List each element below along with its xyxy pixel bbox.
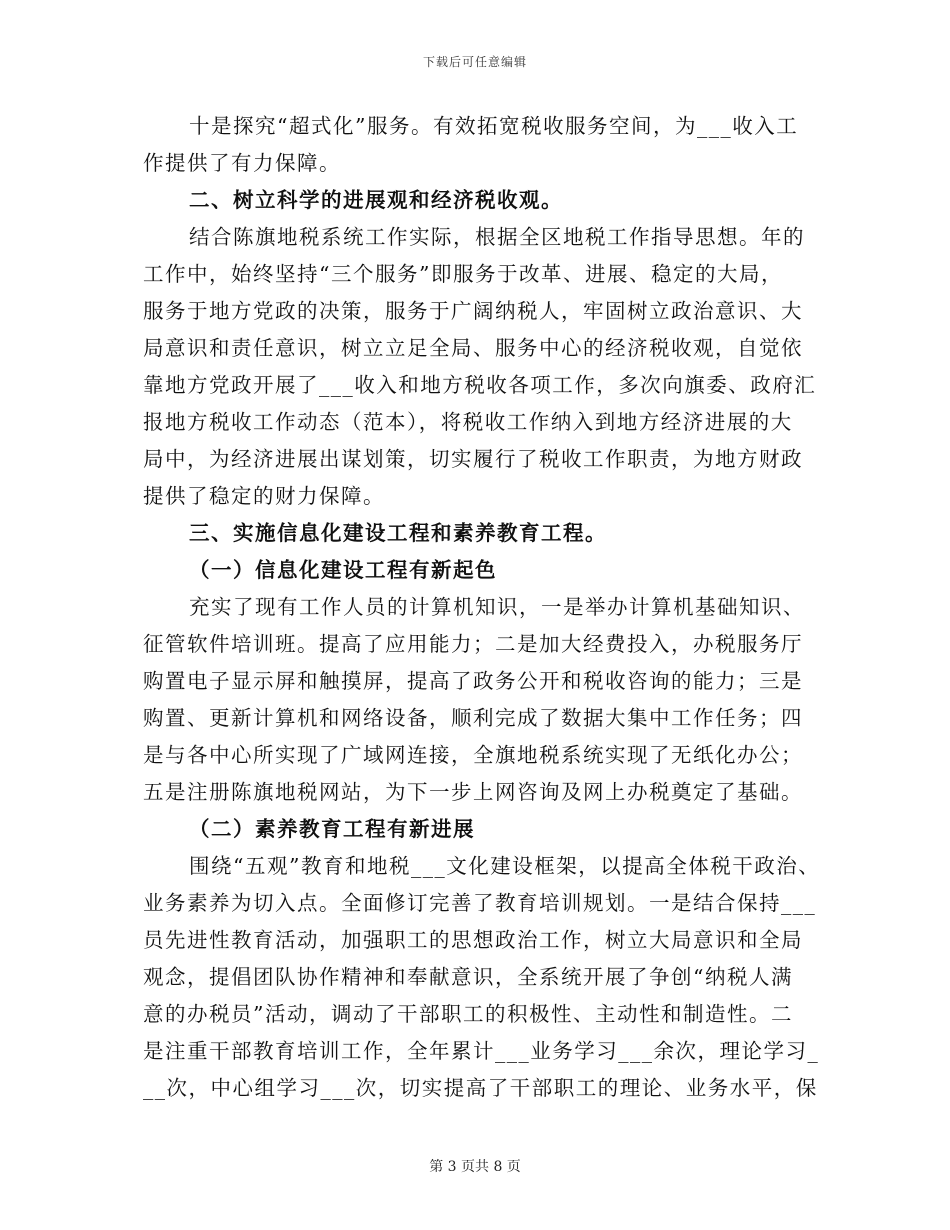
text-line: 靠地方党政开展了___收入和地方税收各项工作，多次向旗委、政府汇: [143, 373, 817, 397]
section-heading: 三、实施信息化建设工程和素养教育工程。: [189, 521, 607, 545]
text-line: 是注重干部教育培训工作，全年累计___业务学习___余次，理论学习_: [143, 1039, 820, 1063]
text-line: 作提供了有力保障。: [143, 151, 341, 175]
section-heading: 二、树立科学的进展观和经济税收观。: [189, 188, 563, 212]
text-line: 购置、更新计算机和网络设备，顺利完成了数据大集中工作任务；四: [143, 706, 803, 730]
page-footer: 第 3 页共 8 页: [429, 1159, 521, 1175]
text-line: 局中，为经济进展出谋划策，切实履行了税收工作职责，为地方财政: [143, 447, 803, 471]
text-line: 意的办税员”活动，调动了干部职工的积极性、主动性和制造性。二: [143, 1002, 793, 1026]
section-heading: （一）信息化建设工程有新起色: [189, 558, 497, 582]
document-body: [143, 108, 821, 1107]
text-line: 观念，提倡团队协作精神和奉献意识，全系统开展了争创“纳税人满: [143, 965, 793, 989]
text-line: 工作中，始终坚持“三个服务”即服务于改革、进展、稳定的大局，: [143, 262, 783, 286]
text-line: 是与各中心所实现了广域网连接，全旗地税系统实现了无纸化办公；: [143, 743, 803, 767]
text-line: 五是注册陈旗地税网站，为下一步上网咨询及网上办税奠定了基础。: [143, 780, 803, 804]
text-line: 业务素养为切入点。全面修订完善了教育培训规划。一是结合保持___: [143, 891, 817, 915]
text-line: 报地方税收工作动态（范本），将税收工作纳入到地方经济进展的大: [143, 410, 793, 434]
text-line: 围绕“五观”教育和地税___文化建设框架，以提高全体税干政治、: [189, 854, 821, 878]
text-line: 征管软件培训班。提高了应用能力；二是加大经费投入，办税服务厅: [143, 632, 803, 656]
text-line: 购置电子显示屏和触摸屏，提高了政务公开和税收咨询的能力；三是: [143, 669, 803, 693]
text-line: 十是探究“超式化”服务。有效拓宽税收服务空间，为___收入工: [189, 114, 799, 138]
text-line: 充实了现有工作人员的计算机知识，一是举办计算机基础知识、: [189, 595, 805, 619]
text-line: 服务于地方党政的决策，服务于广阔纳税人，牢固树立政治意识、大: [143, 299, 803, 323]
text-line: __次，中心组学习___次，切实提高了干部职工的理论、业务水平，保: [143, 1076, 818, 1100]
text-line: 结合陈旗地税系统工作实际，根据全区地税工作指导思想。年的: [189, 225, 805, 249]
text-line: 员先进性教育活动，加强职工的思想政治工作，树立大局意识和全局: [143, 928, 803, 952]
text-line: 局意识和责任意识，树立立足全局、服务中心的经济税收观，自觉依: [143, 336, 803, 360]
text-line: 提供了稳定的财力保障。: [143, 484, 385, 508]
section-heading: （二）素养教育工程有新进展: [189, 817, 475, 841]
page-header: 下载后可任意编辑: [422, 55, 527, 69]
